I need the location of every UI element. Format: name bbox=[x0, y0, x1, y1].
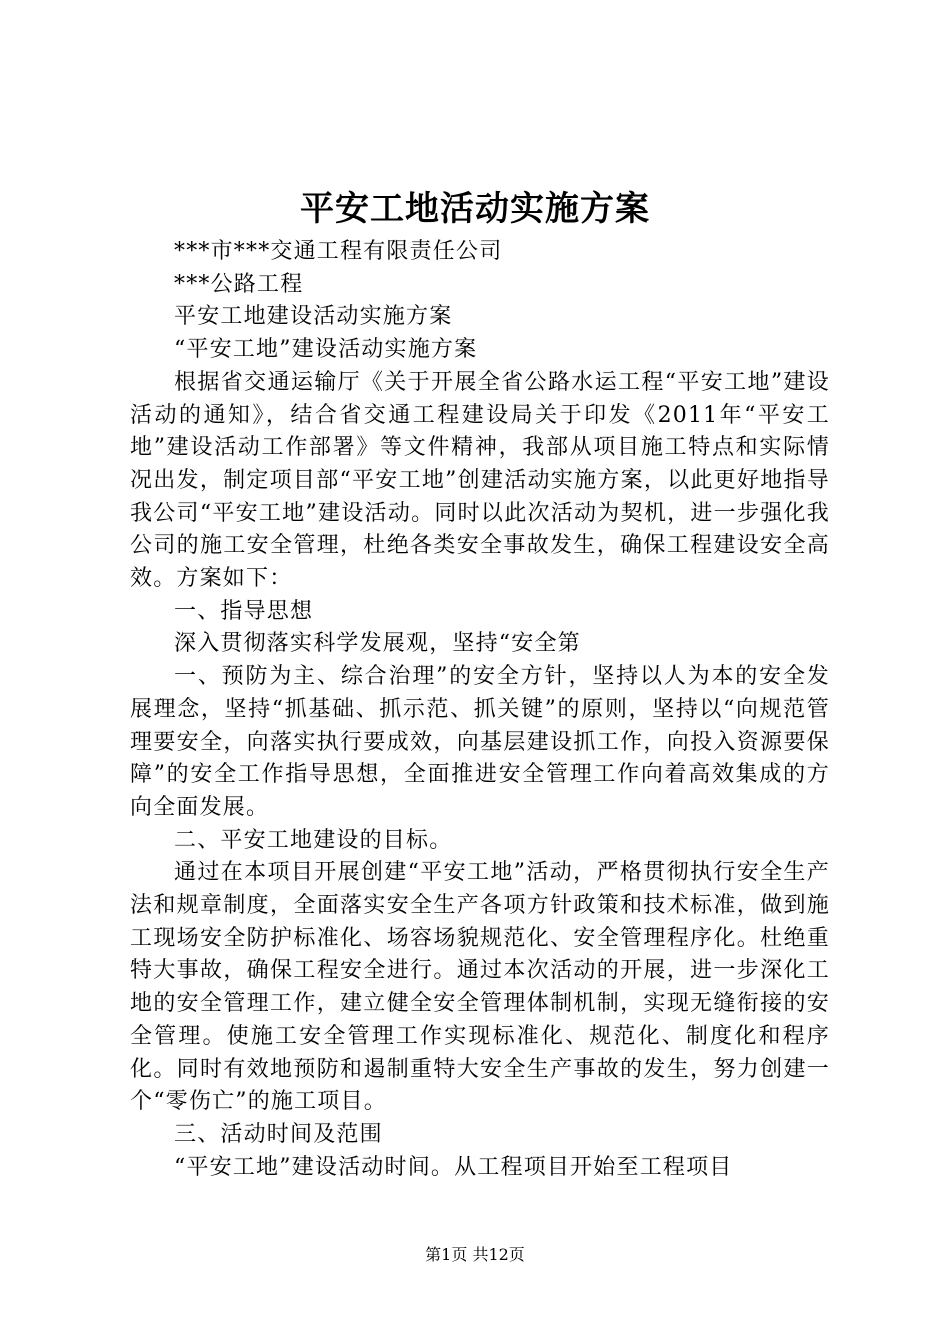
section-heading: 三、活动时间及范围 bbox=[174, 1121, 383, 1147]
company-name-paragraph: ***市***交通工程有限责任公司 bbox=[174, 239, 503, 264]
plan-heading-paragraph: “平安工地”建设活动实施方案 bbox=[174, 337, 478, 363]
body-paragraph: 通过在本项目开展创建“平安工地”活动，严格贯彻执行安全生产法和规章制度，全面落实安全生产各项方针政策和技术标准，做到施工现场安全防护标准化、场容场貌规范化、安全管理程序化。杜绝重特大事故，确保工程安全进行。通过本次活动的开展，进一步深化工地的安全管理工作，建立健全安全管理体制机制，实现无缝衔接的安全管理。使施工安全管理工作实现标准化、规范化、制度化和程序化。同时有效地预防和遏制重特大安全生产事故的发生，努力创建一个“零伤亡”的施工项目。 bbox=[130, 860, 830, 1115]
body-paragraph: 一、预防为主、综合治理”的安全方针，坚持以人为本的安全发展理念，坚持“抓基础、抓示范、抓关键”的原则，坚持以“向规范管理要安全，向落实执行要成效，向基层建设抓工作，向投入资源要保障”的安全工作指导思想，全面推进安全管理工作向着高效集成的方向全面发展。 bbox=[130, 664, 830, 820]
body-paragraph: 深入贯彻落实科学发展观，坚持“安全第 bbox=[174, 631, 581, 657]
document-title: 平安工地活动实施方案 bbox=[300, 189, 650, 229]
body-paragraph: 根据省交通运输厅《关于开展全省公路水运工程“平安工地”建设活动的通知》，结合省交通工程建设局关于印发《2011年“平安工地”建设活动工作部署》等文件精神，我部从项目施工特点和实际情况出发，制定项目部“平安工地”创建活动实施方案，以此更好地指导我公司“平安工地”建设活动。同时以此次活动为契机，进一步强化我公司的施工安全管理，杜绝各类安全事故发生，确保工程建设安全高效。方案如下： bbox=[130, 369, 830, 592]
section-heading: 一、指导思想 bbox=[174, 598, 314, 624]
page-number-footer: 第1页 共12页 bbox=[425, 1245, 525, 1264]
plan-subtitle-paragraph: 平安工地建设活动实施方案 bbox=[174, 304, 453, 330]
section-heading: 二、平安工地建设的目标。 bbox=[174, 827, 453, 853]
body-paragraph: “平安工地”建设活动时间。从工程项目开始至工程项目 bbox=[174, 1154, 733, 1180]
project-name-paragraph: ***公路工程 bbox=[174, 271, 304, 297]
document-body bbox=[130, 236, 830, 1184]
